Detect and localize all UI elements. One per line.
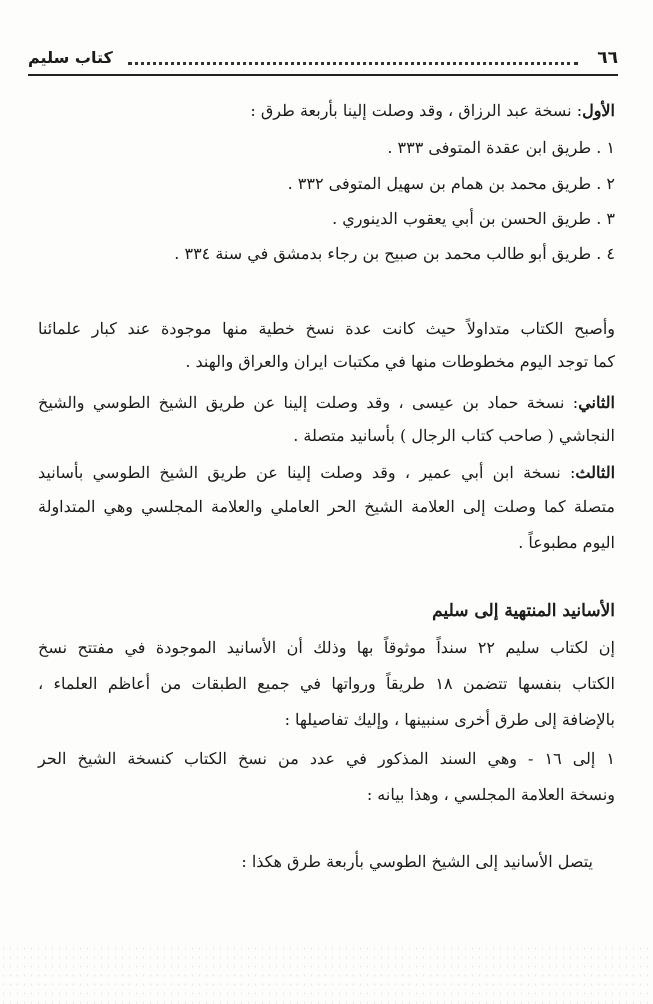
paragraph-line: كما توجد اليوم مخطوطات منها في مكتبات ايران والعراق والهند . (185, 352, 615, 371)
scan-noise (0, 944, 653, 1004)
paragraph-line: اليوم مطبوعاً . (518, 533, 615, 552)
list-item: ٣ . طريق الحسن بن أبي يعقوب الدينوري . (332, 209, 615, 228)
second-text: : نسخة حماد بن عيسى ، وقد وصلت إلينا عن طريق الشيخ الطوسي والشيخ (38, 393, 579, 412)
list-item: ٤ . طريق أبو طالب محمد بن صبيح بن رجاء بدمشق في سنة ٣٣٤ . (174, 244, 615, 263)
third-text: : نسخة ابن أبي عمير ، وقد وصلت إلينا عن طريق الشيخ الطوسي بأسانيد (38, 463, 576, 482)
header-dotted-leader (128, 52, 578, 65)
paragraph-line: بالإضافة إلى طرق أخرى سنبينها ، وإليك تفاصيلها : (284, 710, 615, 729)
paragraph-line: متصلة كما وصلت إلى العلامة الشيخ الحر العاملي والعلامة المجلسي وهي المتداولة (38, 497, 615, 516)
paragraph-line: وأصبح الكتاب متداولاً حيث كانت عدة نسخ خطية منها موجودة عند كبار علمائنا (38, 319, 615, 338)
paragraph-line: النجاشي ( صاحب كتاب الرجال ) بأسانيد متصلة . (293, 426, 615, 445)
paragraph-line: إن لكتاب سليم ٢٢ سنداً موثوقاً بها وذلك أن الأسانيد الموجودة في مفتتح نسخ (38, 638, 615, 657)
first-label: الأول (582, 101, 615, 120)
second-label: الثاني (578, 393, 615, 412)
third-label: الثالث (575, 463, 616, 482)
paragraph-line: ونسخة العلامة المجلسي ، وهذا بيانه : (366, 785, 615, 804)
running-header (28, 48, 618, 76)
paragraph-line: ١ إلى ١٦ - وهي السند المذكور في عدد من نسخ الكتاب كنسخة الشيخ الحر (38, 749, 616, 768)
list-item: ٢ . طريق محمد بن همام بن سهيل المتوفى ٣٣٢ . (287, 174, 615, 193)
paragraph-line: الكتاب بنفسها تتضمن ١٨ طريقاً ورواتها في جميع الطبقات من أعاظم العلماء ، (38, 674, 615, 693)
book-title: كتاب سليم (28, 48, 113, 67)
page-number: ٦٦ (597, 48, 618, 68)
third-copy-line (38, 462, 615, 484)
second-copy-line (38, 392, 615, 414)
first-intro-text: : نسخة عبد الرزاق ، وقد وصلت إلينا بأربعة طرق : (250, 101, 583, 120)
paragraph-line: يتصل الأسانيد إلى الشيخ الطوسي بأربعة طرق هكذا : (241, 852, 593, 871)
list-item: ١ . طريق ابن عقدة المتوفى ٣٣٣ . (387, 138, 615, 157)
section-heading: الأسانيد المنتهية إلى سليم (432, 601, 615, 621)
first-copy-intro (250, 100, 615, 122)
